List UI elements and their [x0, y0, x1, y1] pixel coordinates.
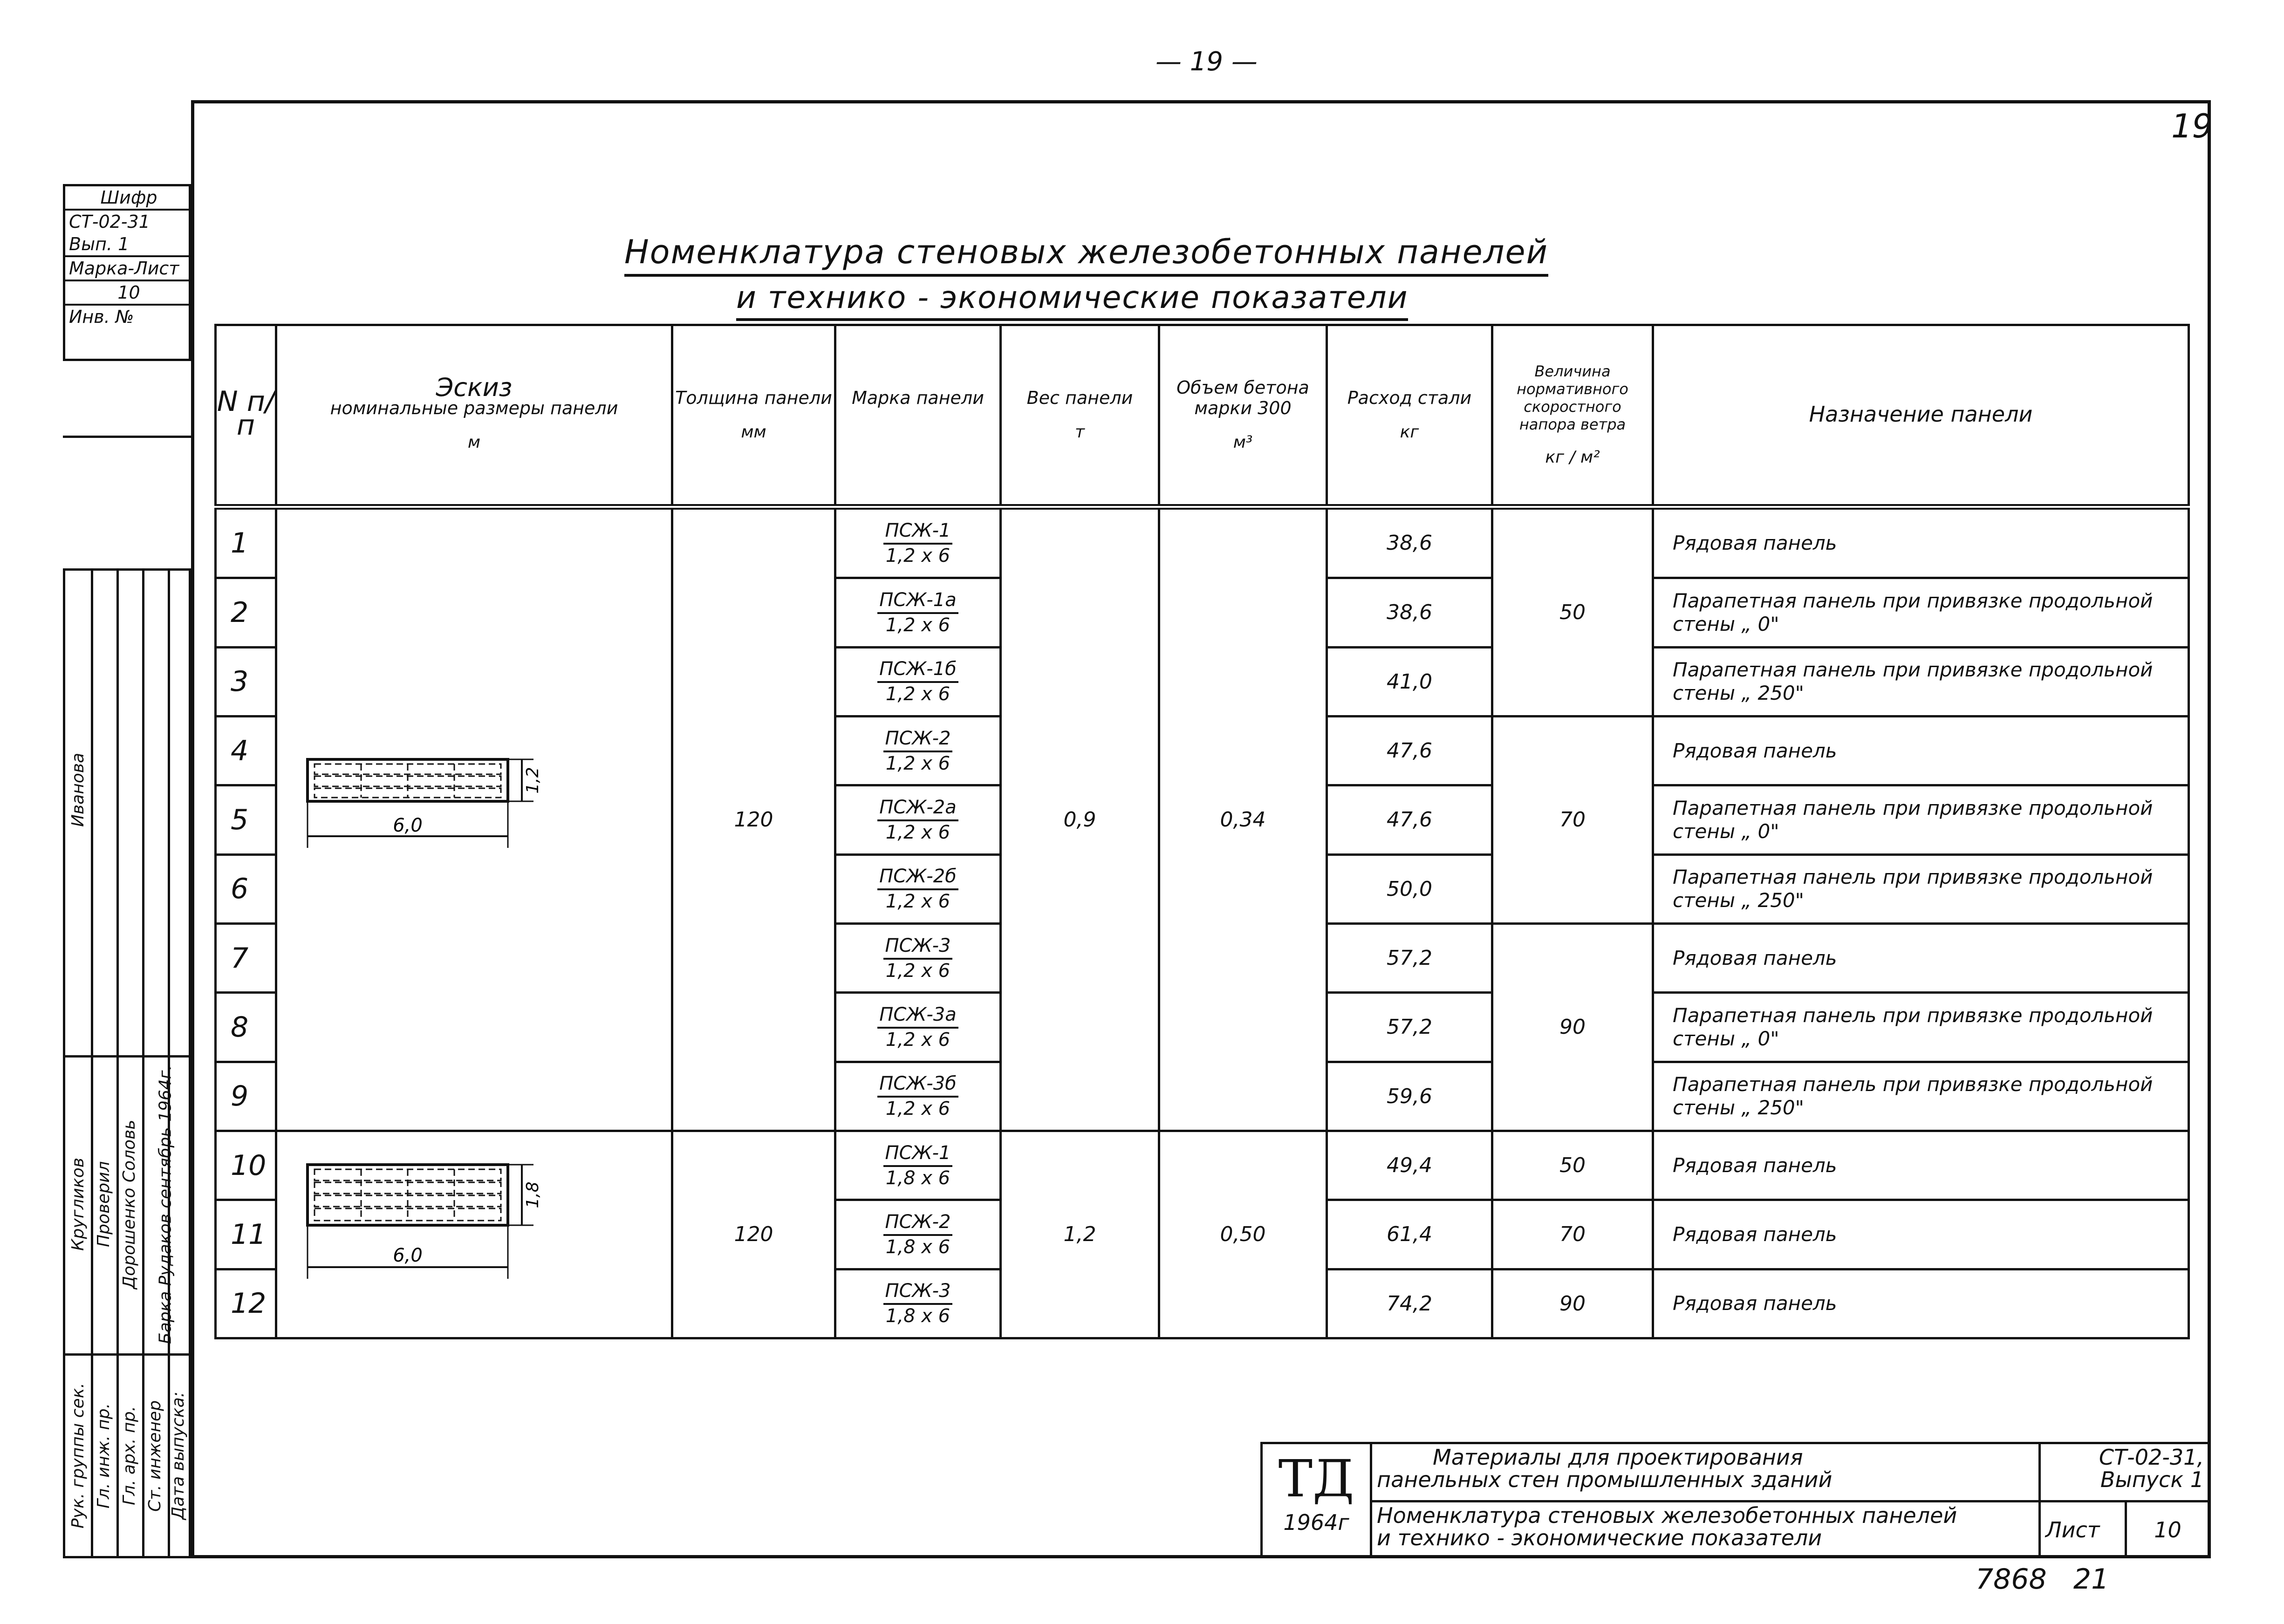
steel-value: 59,6 [1327, 1062, 1492, 1131]
panel-mark: ПСЖ-3б 1,2 x 6 [835, 1062, 1001, 1131]
wind-group-70: 70 [1492, 716, 1653, 923]
steel-value: 50,0 [1327, 854, 1492, 923]
panel-mark: ПСЖ-3 1,8 x 6 [835, 1269, 1001, 1338]
sketch-width-label: 6,0 [393, 1245, 423, 1266]
steel-value: 74,2 [1327, 1269, 1492, 1338]
row-number: 5 [216, 785, 276, 854]
issue-value: Вып. 1 [65, 233, 189, 257]
header-purpose: Назначение панели [1653, 325, 2189, 507]
row-number: 11 [216, 1200, 276, 1269]
row-number: 10 [216, 1131, 276, 1200]
signature-role-4: Ст. инженер [145, 1400, 164, 1512]
table-row [216, 507, 2189, 578]
purpose-text: Парапетная панель при привязке продольной стены „ 0" [1653, 578, 2189, 647]
stamp-sheet-number: 10 [2154, 1517, 2181, 1542]
wind-group-50: 50 [1492, 507, 1653, 716]
panel-mark: ПСЖ-3а 1,2 x 6 [835, 993, 1001, 1062]
signature-name-2: Кругликов [68, 1157, 88, 1251]
purpose-text: Рядовая панель [1653, 923, 2189, 992]
wind-value: 70 [1492, 1200, 1653, 1269]
steel-value: 57,2 [1327, 923, 1492, 992]
row-number: 8 [216, 993, 276, 1062]
row-number: 6 [216, 854, 276, 923]
purpose-text: Парапетная панель при привязке продольной стены „ 0" [1653, 993, 2189, 1062]
side-code-block [63, 184, 191, 361]
panel-mark: ПСЖ-1 1,2 x 6 [835, 507, 1001, 578]
row-number: 3 [216, 647, 276, 716]
signature-name-1: Иванова [68, 752, 88, 827]
stamp-logo-cell [1260, 1442, 1372, 1558]
panel-mark: ПСЖ-1 1,8 x 6 [835, 1131, 1001, 1200]
header-volume: Объем бетона марки 300 м³ [1159, 325, 1327, 507]
signature-role-2: Гл. инж. пр. [94, 1403, 113, 1509]
stamp-series-cell [1370, 1442, 2041, 1502]
row-number: 1 [216, 507, 276, 578]
header-wind: Величина нормативного скоростного напора ветра кг / м² [1492, 325, 1653, 507]
document-subtitle: и технико - экономические показатели [736, 280, 1408, 321]
volume-group1: 0,34 [1159, 507, 1327, 1131]
title-block-stamp [1260, 1442, 2211, 1558]
thickness-group2: 120 [672, 1131, 835, 1338]
header-sketch: Эскиз номинальные размеры панели м [276, 325, 672, 507]
purpose-text: Парапетная панель при привязке продольной стены „ 0" [1653, 785, 2189, 854]
panel-mark: ПСЖ-2 1,2 x 6 [835, 716, 1001, 785]
mark-sheet-value: 10 [65, 281, 189, 306]
panel-mark: ПСЖ-2 1,8 x 6 [835, 1200, 1001, 1269]
inv-label: Инв. № [69, 307, 134, 327]
stamp-logo: ТД [1278, 1449, 1354, 1508]
stamp-sheet-title-line2: и технико - экономические показатели [1377, 1525, 1822, 1550]
wind-value: 50 [1492, 1131, 1653, 1200]
wind-group-90: 90 [1492, 923, 1653, 1131]
signature-name-5: Барка Рудаков сентябрь 1964г. [156, 1064, 175, 1344]
side-divider [63, 436, 191, 438]
signature-name-4: Дорошенко Соловь [120, 1119, 139, 1289]
sketch-height-label: 1,2 [523, 767, 542, 794]
row-number: 12 [216, 1269, 276, 1338]
steel-value: 38,6 [1327, 507, 1492, 578]
steel-value: 38,6 [1327, 578, 1492, 647]
stamp-sheet-label: Лист [2045, 1517, 2100, 1542]
steel-value: 47,6 [1327, 716, 1492, 785]
row-number: 7 [216, 923, 276, 992]
steel-value: 61,4 [1327, 1200, 1492, 1269]
purpose-text: Рядовая панель [1653, 1200, 2189, 1269]
stamp-year: 1964г [1283, 1510, 1349, 1535]
thickness-group1: 120 [672, 507, 835, 1131]
stamp-series-line2: панельных стен промышленных зданий [1377, 1467, 1833, 1492]
panel-mark: ПСЖ-2а 1,2 x 6 [835, 785, 1001, 854]
panel-sketch-1-8m [298, 1155, 578, 1295]
purpose-text: Рядовая панель [1653, 507, 2189, 578]
sketch-height-label: 1,8 [523, 1181, 542, 1208]
panel-mark: ПСЖ-3 1,2 x 6 [835, 923, 1001, 992]
purpose-text: Парапетная панель при привязке продольной стены „ 250" [1653, 854, 2189, 923]
steel-value: 57,2 [1327, 993, 1492, 1062]
header-weight: Вес панели т [1001, 325, 1159, 507]
stamp-code: СТ-02-31, [2099, 1445, 2204, 1470]
code-label: Шифр [65, 186, 189, 211]
corner-page-number: 19 [2171, 107, 2213, 145]
page-number-top: — 19 — [1156, 47, 1258, 77]
stamp-series-line1: Материалы для проектирования [1433, 1445, 1803, 1470]
signature-strip [63, 568, 191, 1558]
stamp-code-cell [2038, 1442, 2211, 1502]
steel-value: 41,0 [1327, 647, 1492, 716]
volume-group2: 0,50 [1159, 1131, 1327, 1338]
stamp-sheet-title-line1: Номенклатура стеновых железобетонных панелей [1377, 1503, 1957, 1528]
weight-group2: 1,2 [1001, 1131, 1159, 1338]
purpose-text: Рядовая панель [1653, 716, 2189, 785]
purpose-text: Рядовая панель [1653, 1269, 2189, 1338]
header-mark: Марка панели [835, 325, 1001, 507]
bottom-numbers: 7868 21 [1976, 1563, 2109, 1596]
signature-role-5: Дата выпуска: [169, 1392, 188, 1520]
signature-role-3: Гл. арх. пр. [120, 1406, 139, 1506]
panel-mark: ПСЖ-2б 1,2 x 6 [835, 854, 1001, 923]
mark-sheet-label: Марка-Лист [65, 257, 189, 281]
panel-mark: ПСЖ-1б 1,2 x 6 [835, 647, 1001, 716]
document-title: Номенклатура стеновых железобетонных панелей [624, 233, 1548, 277]
row-number: 2 [216, 578, 276, 647]
sketch-width-label: 6,0 [393, 815, 423, 836]
row-number: 9 [216, 1062, 276, 1131]
header-steel: Расход стали кг [1327, 325, 1492, 507]
table-header-row [216, 325, 2189, 507]
stamp-issue: Выпуск 1 [2100, 1467, 2204, 1492]
row-number: 4 [216, 716, 276, 785]
header-num: N п/п [216, 325, 276, 507]
header-thickness: Толщина панели мм [672, 325, 835, 507]
stamp-sheet-number-cell [2125, 1500, 2211, 1558]
stamp-sheet-title-cell [1370, 1500, 2041, 1558]
steel-value: 47,6 [1327, 785, 1492, 854]
purpose-text: Парапетная панель при привязке продольной стены „ 250" [1653, 1062, 2189, 1131]
signature-role-1: Рук. группы сек. [68, 1383, 88, 1529]
steel-value: 49,4 [1327, 1131, 1492, 1200]
code-value: СТ-02-31 [69, 212, 150, 232]
wind-value: 90 [1492, 1269, 1653, 1338]
panel-mark: ПСЖ-1а 1,2 x 6 [835, 578, 1001, 647]
signature-name-3: Проверил [94, 1161, 113, 1248]
panel-sketch-1-2m [298, 750, 578, 880]
purpose-text: Рядовая панель [1653, 1131, 2189, 1200]
weight-group1: 0,9 [1001, 507, 1159, 1131]
purpose-text: Парапетная панель при привязке продольной стены „ 250" [1653, 647, 2189, 716]
stamp-sheet-label-cell [2038, 1500, 2127, 1558]
